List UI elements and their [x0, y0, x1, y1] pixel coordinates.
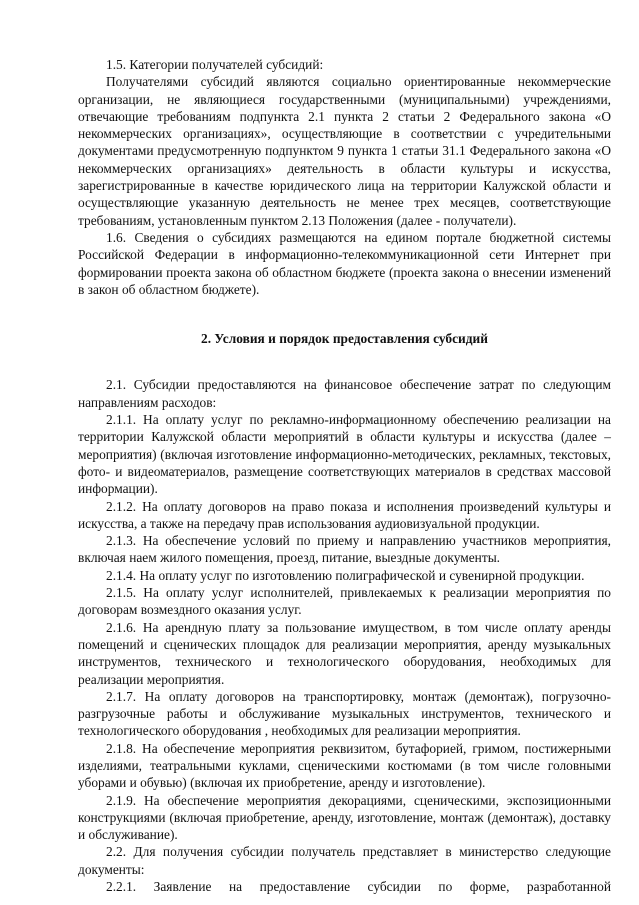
paragraph-2-1-2: 2.1.2. На оплату договоров на право показа и исполнения произведений культуры и искусства, а также на передачу прав использования аудиовизуальной продукции.	[78, 498, 611, 531]
paragraph-2-2: 2.2. Для получения субсидии получатель представляет в министерство следующие документы:	[78, 844, 611, 877]
paragraph-2-1-9: 2.1.9. На обеспечение мероприятия декорациями, сценическими, экспозиционными конструкциями (включая приобретение, аренду, изготовление, монтаж (демонтаж), доставку и обслуживание).	[78, 792, 611, 843]
section-1-5-heading: 1.5. Категории получателей субсидий:	[106, 57, 324, 72]
paragraph-2-1-8: 2.1.8. На обеспечение мероприятия реквизитом, бутафорией, гримом, постижерными изделиями, театральными куклами, сценическими костюмами (в том числе головными уборами и обувью) (включая их приобретение, аренду и изготовление).	[78, 740, 611, 791]
paragraph-2-1: 2.1. Субсидии предоставляются на финансовое обеспечение затрат по следующим направлениям расходов:	[78, 377, 611, 410]
section-2-title: 2. Условия и порядок предоставления субсидий	[201, 331, 488, 347]
paragraph-2-1-5: 2.1.5. На оплату услуг исполнителей, привлекаемых к реализации мероприятия по договорам возмездного оказания услуг.	[78, 585, 611, 618]
paragraph-1-6: 1.6. Сведения о субсидиях размещаются на едином портале бюджетной системы Российской Федерации в информационно-телекоммуникационной сети Интернет при формировании проекта закона об областном бюджете (проекта закона о внесении изменений в закон об областном бюджете).	[78, 229, 611, 297]
paragraph-2-1-4: 2.1.4. На оплату услуг по изготовлению полиграфической и сувенирной продукции.	[106, 567, 585, 583]
paragraph-2-1-6: 2.1.6. На арендную плату за пользование имуществом, в том числе оплату аренды помещений и сценических площадок для реализации мероприятия, аренду музыкальных инструментов, технического и технологического оборудования, необходимых для реализации мероприятия.	[78, 619, 611, 687]
paragraph-recipients: Получателями субсидий являются социально ориентированные некоммерческие организации, не являющиеся государственными (муниципальными) учреждениями, отвечающие требованиям подпункта 2.1 пункта 2 статьи 2 Федерального закона «О некоммерческих организациях», осуществляющие в соответствии с учредительными документами предусмотренную подпунктом 9 пункта 1 статьи 31.1 Федерального закона «О некоммерческих организациях» деятельность в области культуры и искусства, зарегистрированные в качестве юридического лица на территории Калужской области и осуществляющие указанную деятельность не менее трех месяцев, соответствующие требованиям, установленным пунктом 2.13 Положения (далее - получатели).	[78, 74, 611, 228]
paragraph-2-2-1: 2.2.1. Заявление на предоставление субсидии по форме, разработанной	[106, 879, 611, 895]
paragraph-2-1-1: 2.1.1. На оплату услуг по рекламно-информационному обеспечению реализации на территории Калужской области мероприятий в области культуры и искусства (далее – мероприятия) (включая изготовление информационно-методических, рекламных, текстовых, фото- и видеоматериалов, размещение соответствующих материалов в средствах массовой информации).	[78, 412, 611, 497]
paragraph-2-1-3: 2.1.3. На обеспечение условий по приему и направлению участников мероприятия, включая наем жилого помещения, проезд, питание, выездные документы.	[78, 533, 611, 566]
paragraph-2-1-7: 2.1.7. На оплату договоров на транспортировку, монтаж (демонтаж), погрузочно-разгрузочные работы и обслуживание музыкальных инструментов, технического и технологического оборудования , необходимых для реализации мероприятия.	[78, 688, 611, 739]
